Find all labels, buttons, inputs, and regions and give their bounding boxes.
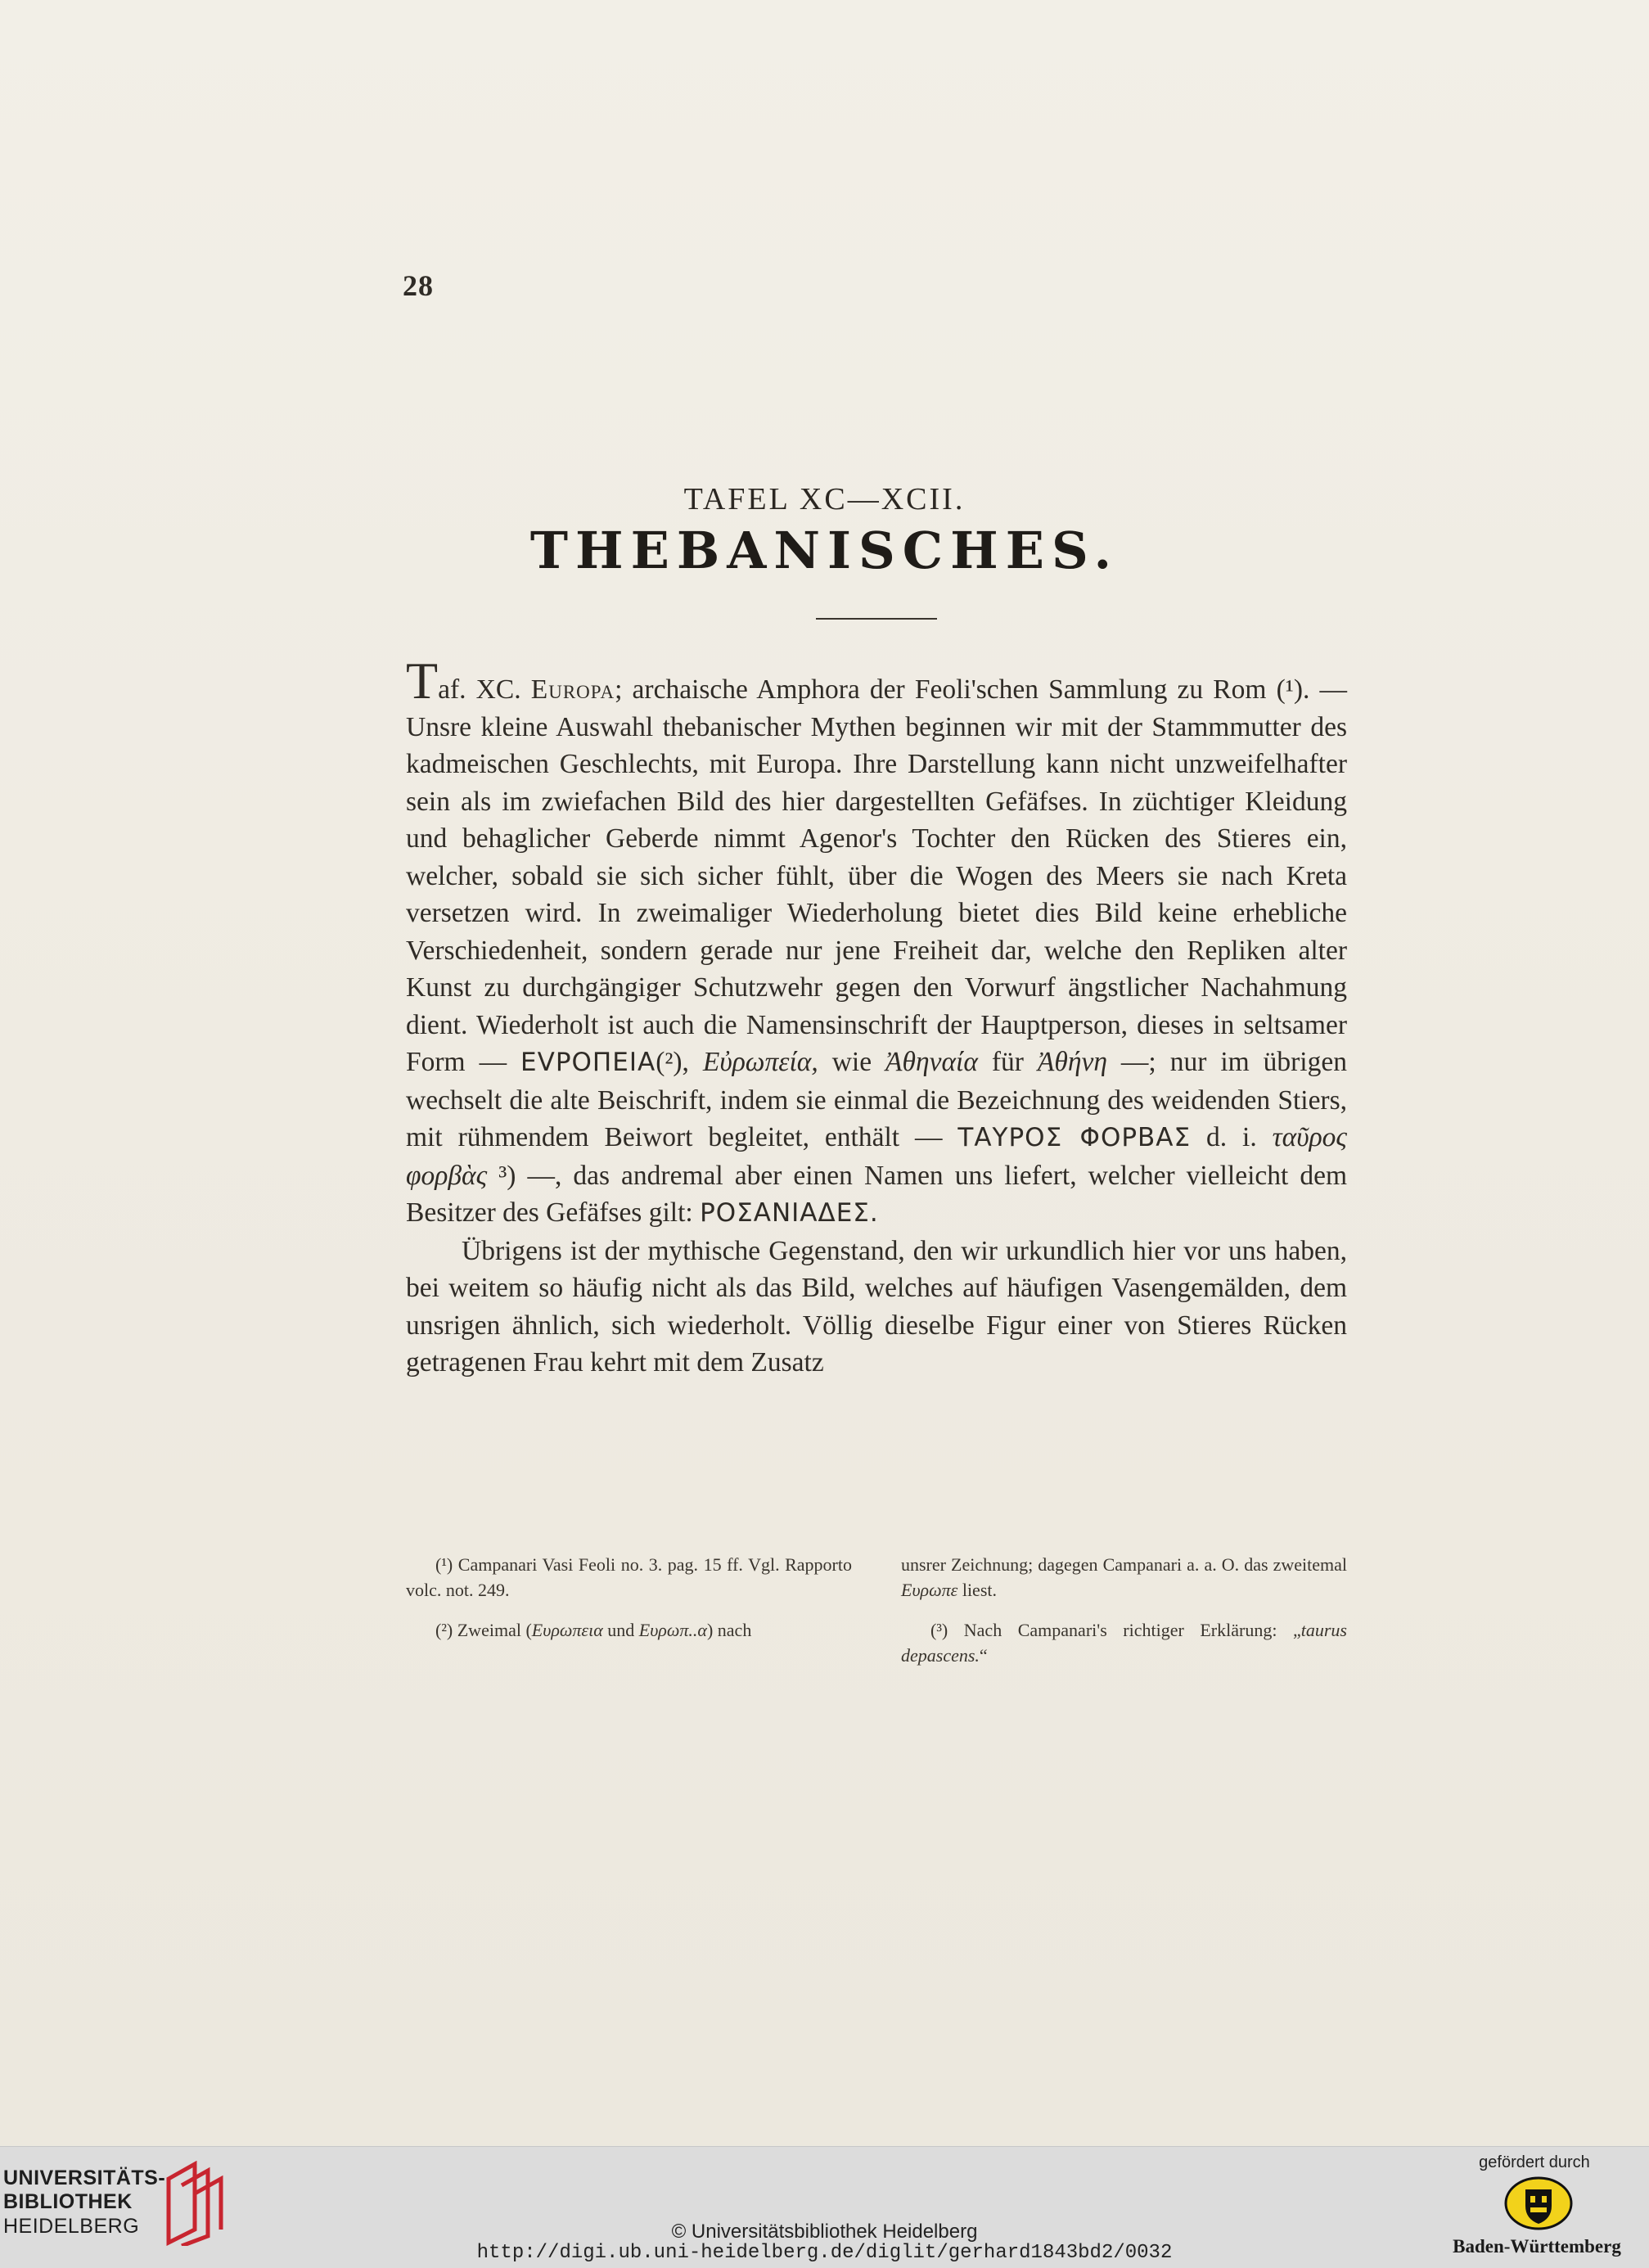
- footnote-column-right: [901, 1552, 1347, 1683]
- library-name-line-3[interactable]: HEIDELBERG: [3, 2215, 140, 2238]
- title-divider: [816, 618, 937, 620]
- footnote-2: (²) Zweimal (Ευρωπεια und Ευρωπ..α) nach: [435, 1620, 752, 1640]
- library-name-line-1[interactable]: UNIVERSITÄTS-: [3, 2167, 166, 2189]
- paragraph-1: Taf. XC. Europa; archaische Amphora der Feoli'schen Sammlung zu Rom (¹). — Unsre kleine Auswahl thebanischer Mythen beginnen wir mit der Stammmutter des kadmeischen Geschlechts, mit Europa. Ihre Darstellung kann nicht unzweifelhafter sein als im zwiefachen Bild des hier dargestellten Gefäfses. In züchtiger Kleidung und behaglicher Geberde nimmt Agenor's Tochter den Rücken des Stieres ein, welcher, sobald sie sich sicher fühlt, über die Wogen des Meers sie nach Kreta versetzen wird. In zweimaliger Wiederholung bietet dies Bild keine erhebliche Verschiedenheit, sondern gerade nur jene Freiheit dar, welche den Repliken alter Kunst zu durchgängiger Schutzwehr gegen den Vorwurf ängstlicher Nachahmung dient. Wiederholt ist auch die Namensinschrift der Hauptperson, dieses in seltsamer Form — ΕVΡΟΠΕΙΑ(²), Εὐρωπεία, wie Ἀθηναία für Ἀθήνη —; nur im übrigen wechselt die alte Beischrift, indem sie einmal die Bezeichnung des weidenden Stiers, mit rühmendem Beiwort begleitet, enthält — ΤΑΥΡΟΣ ΦΟΡΒΑΣ d. i. ταῦρος φορβὰς ³) —, das andremal aber einen Namen uns liefert, welcher vielleicht dem Besitzer des Gefäfses gilt: ΡΟΣΑΝΙΑΔΕΣ.: [406, 652, 1348, 1228]
- footnote-3: (³) Nach Campanari's richtiger Erklärung: „taurus depascens.“: [901, 1620, 1347, 1666]
- subject-europa: Europa: [530, 674, 615, 705]
- library-name-line-2[interactable]: BIBLIOTHEK: [3, 2190, 133, 2213]
- inscription-rosaniades: ΡΟΣΑΝΙΑΔΕΣ.: [700, 1198, 879, 1228]
- footnote-1: (¹) Campanari Vasi Feoli no. 3. pag. 15 ff. Vgl. Rapporto volc. not. 249.: [406, 1554, 852, 1600]
- paragraph-2: Übrigens ist der mythische Gegenstand, den wir urkundlich hier vor uns haben, bei weitem so häufig nicht als das Bild, welches auf häufigen Vasengemälden, dem unsrigen ähnlich, sich wiederholt. Völlig dieselbe Figur einer von Stieres Rücken getragenen Frau kehrt mit dem Zusatz: [406, 1235, 1347, 1377]
- drop-cap: T: [406, 652, 439, 710]
- body-text: [406, 652, 1348, 1382]
- plate-title: TAFEL XC—XCII.: [683, 482, 966, 516]
- footnotes: [406, 1552, 1347, 1683]
- permalink-url[interactable]: http://digi.ub.uni-heidelberg.de/diglit/gerhard1843bd2/0032: [476, 2242, 1173, 2264]
- copyright-notice: © Universitätsbibliothek Heidelberg: [671, 2221, 978, 2243]
- footnote-2-continued: unsrer Zeichnung; dagegen Campanari a. a. O. das zweitemal Ευρωπε liest.: [901, 1554, 1347, 1600]
- sponsor-label: gefördert durch: [1479, 2153, 1590, 2171]
- sponsor-name: Baden-Württemberg: [1453, 2236, 1621, 2257]
- footnote-column-left: [406, 1552, 852, 1683]
- section-title: THEBANISCHES.: [529, 521, 1120, 580]
- page-number: 28: [403, 269, 434, 302]
- baden-wuerttemberg-emblem-icon[interactable]: [1504, 2176, 1573, 2230]
- inscription-europeia: ΕVΡΟΠΕΙΑ: [520, 1048, 656, 1077]
- inscription-tauros-phorbas: ΤΑΥΡΟΣ ΦΟΡΒΑΣ: [957, 1123, 1192, 1152]
